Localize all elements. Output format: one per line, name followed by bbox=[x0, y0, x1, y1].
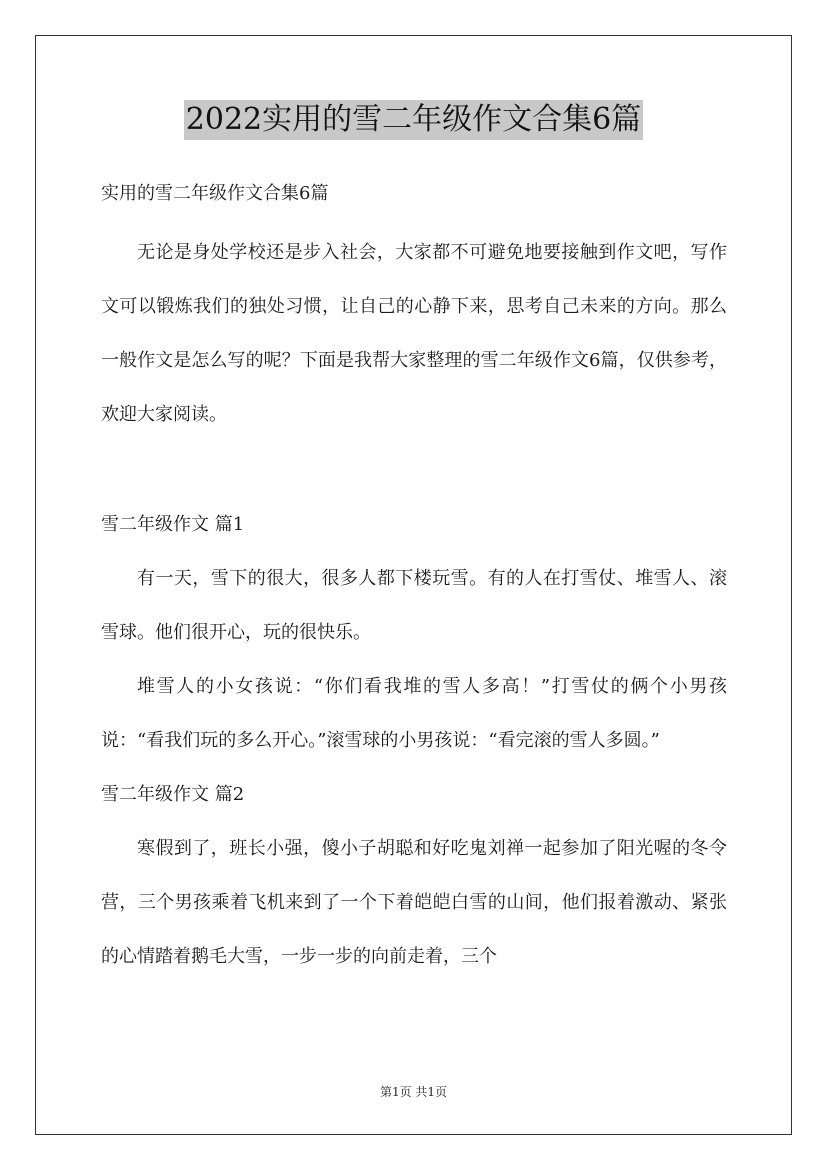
title-container bbox=[0, 100, 827, 140]
document-body bbox=[101, 174, 727, 984]
section-paragraph: 堆雪人的小女孩说：“你们看我堆的雪人多高！”打雪仗的俩个小男孩说：“看我们玩的多么开心。”滚雪球的小男孩说：“看完滚的雪人多圆。” bbox=[101, 676, 727, 751]
page-footer: 第1页 共1页 bbox=[379, 1085, 448, 1099]
section-heading: 雪二年级作文 篇1 bbox=[101, 514, 245, 535]
section-paragraph: 寒假到了，班长小强，傻小子胡聪和好吃鬼刘禅一起参加了阳光喔的冬令营，三个男孩乘着飞机来到了一个下着皑皑白雪的山间，他们报着激动、紧张的心情踏着鹅毛大雪，一步一步的向前走着，三个 bbox=[101, 838, 727, 967]
intro-paragraph: 无论是身处学校还是步入社会，大家都不可避免地要接触到作文吧，写作文可以锻炼我们的独处习惯，让自己的心静下来，思考自己未来的方向。那么一般作文是怎么写的呢？下面是我帮大家整理的雪二年级作文6篇，仅供参考，欢迎大家阅读。 bbox=[101, 242, 727, 425]
section-spacer bbox=[101, 442, 727, 496]
section-paragraph: 有一天，雪下的很大，很多人都下楼玩雪。有的人在打雪仗、堆雪人、滚雪球。他们很开心，玩的很快乐。 bbox=[101, 568, 727, 643]
document-title: 2022实用的雪二年级作文合集6篇 bbox=[184, 100, 643, 140]
section-heading: 雪二年级作文 篇2 bbox=[101, 784, 245, 805]
document-subtitle: 实用的雪二年级作文合集6篇 bbox=[101, 183, 329, 204]
